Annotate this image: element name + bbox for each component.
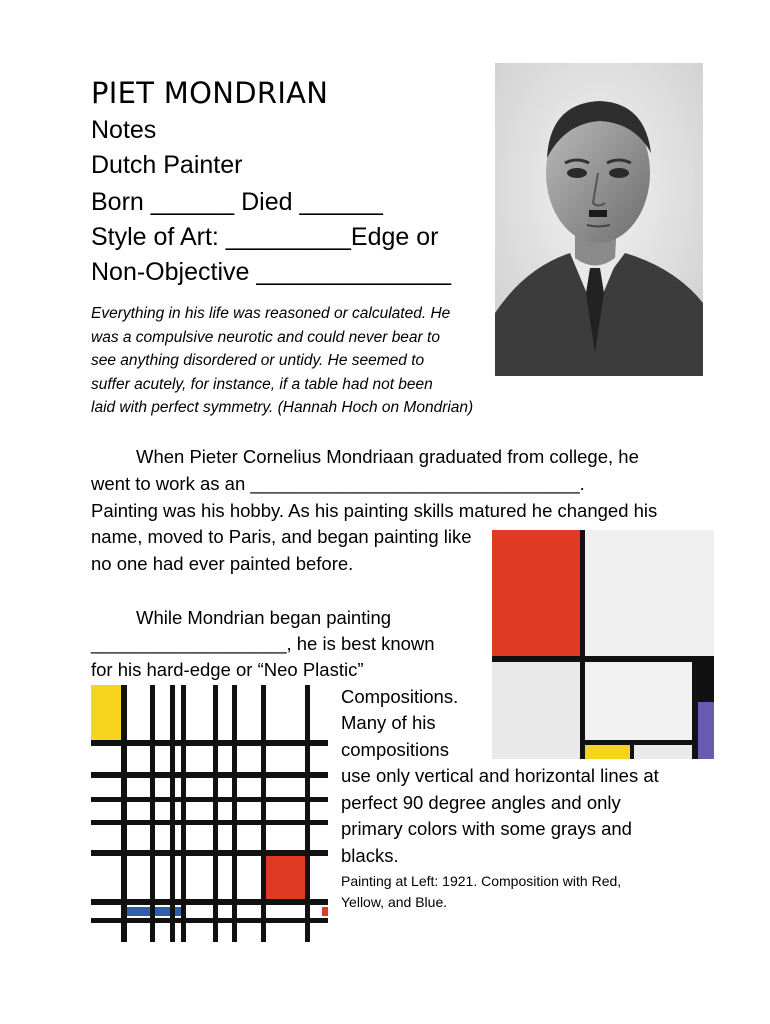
paragraph-line: When Pieter Cornelius Mondriaan graduated from college, he — [136, 446, 639, 467]
paragraph-line: perfect 90 degree angles and only — [341, 792, 621, 813]
caption-line: Yellow, and Blue. — [341, 894, 448, 910]
paragraph-line: blacks. — [341, 845, 399, 866]
paragraph-line: for his hard-edge or “Neo Plastic” — [91, 659, 364, 680]
paragraph-line: name, moved to Paris, and began painting like — [91, 526, 472, 547]
caption-line: Painting at Left: 1921. Composition with Red, — [341, 873, 622, 889]
born-died-line: Born ______ Died ______ — [91, 188, 383, 216]
page-title: PIET MONDRIAN — [91, 76, 329, 110]
non-objective-line: Non-Objective ______________ — [91, 258, 451, 286]
paragraph-line: compositions — [341, 739, 449, 760]
quote-line: see anything disordered or untidy. He seemed to — [91, 352, 425, 369]
notes-heading: Notes — [91, 116, 157, 144]
paragraph-line: primary colors with some grays and — [341, 818, 632, 839]
paragraph-line: ___________________, he is best known — [91, 633, 435, 654]
quote-line: laid with perfect symmetry. (Hannah Hoch on Mondrian) — [91, 399, 474, 416]
paragraph-line: went to work as an ________________________________. — [91, 473, 585, 494]
paragraph-line: While Mondrian began painting — [136, 607, 392, 628]
paragraph-line: Painting was his hobby. As his painting skills matured he changed his — [91, 500, 658, 521]
quote-line: Everything in his life was reasoned or calculated. He — [91, 305, 451, 322]
quote-line: was a compulsive neurotic and could never bear to — [91, 328, 440, 346]
paragraph-line: Many of his — [341, 712, 436, 733]
composition-painting-left — [91, 685, 328, 942]
style-of-art-line: Style of Art: _________Edge or — [91, 223, 439, 251]
paragraph-line: no one had ever painted before. — [91, 553, 354, 574]
nationality-line: Dutch Painter — [91, 151, 243, 179]
composition-painting-right — [492, 530, 714, 759]
paragraph-line: Compositions. — [341, 686, 459, 707]
paragraph-line: use only vertical and horizontal lines at — [341, 765, 659, 786]
hannah-hoch-quote — [91, 302, 511, 420]
quote-line: suffer acutely, for instance, if a table had not been — [91, 375, 433, 393]
mondrian-portrait — [495, 63, 703, 376]
